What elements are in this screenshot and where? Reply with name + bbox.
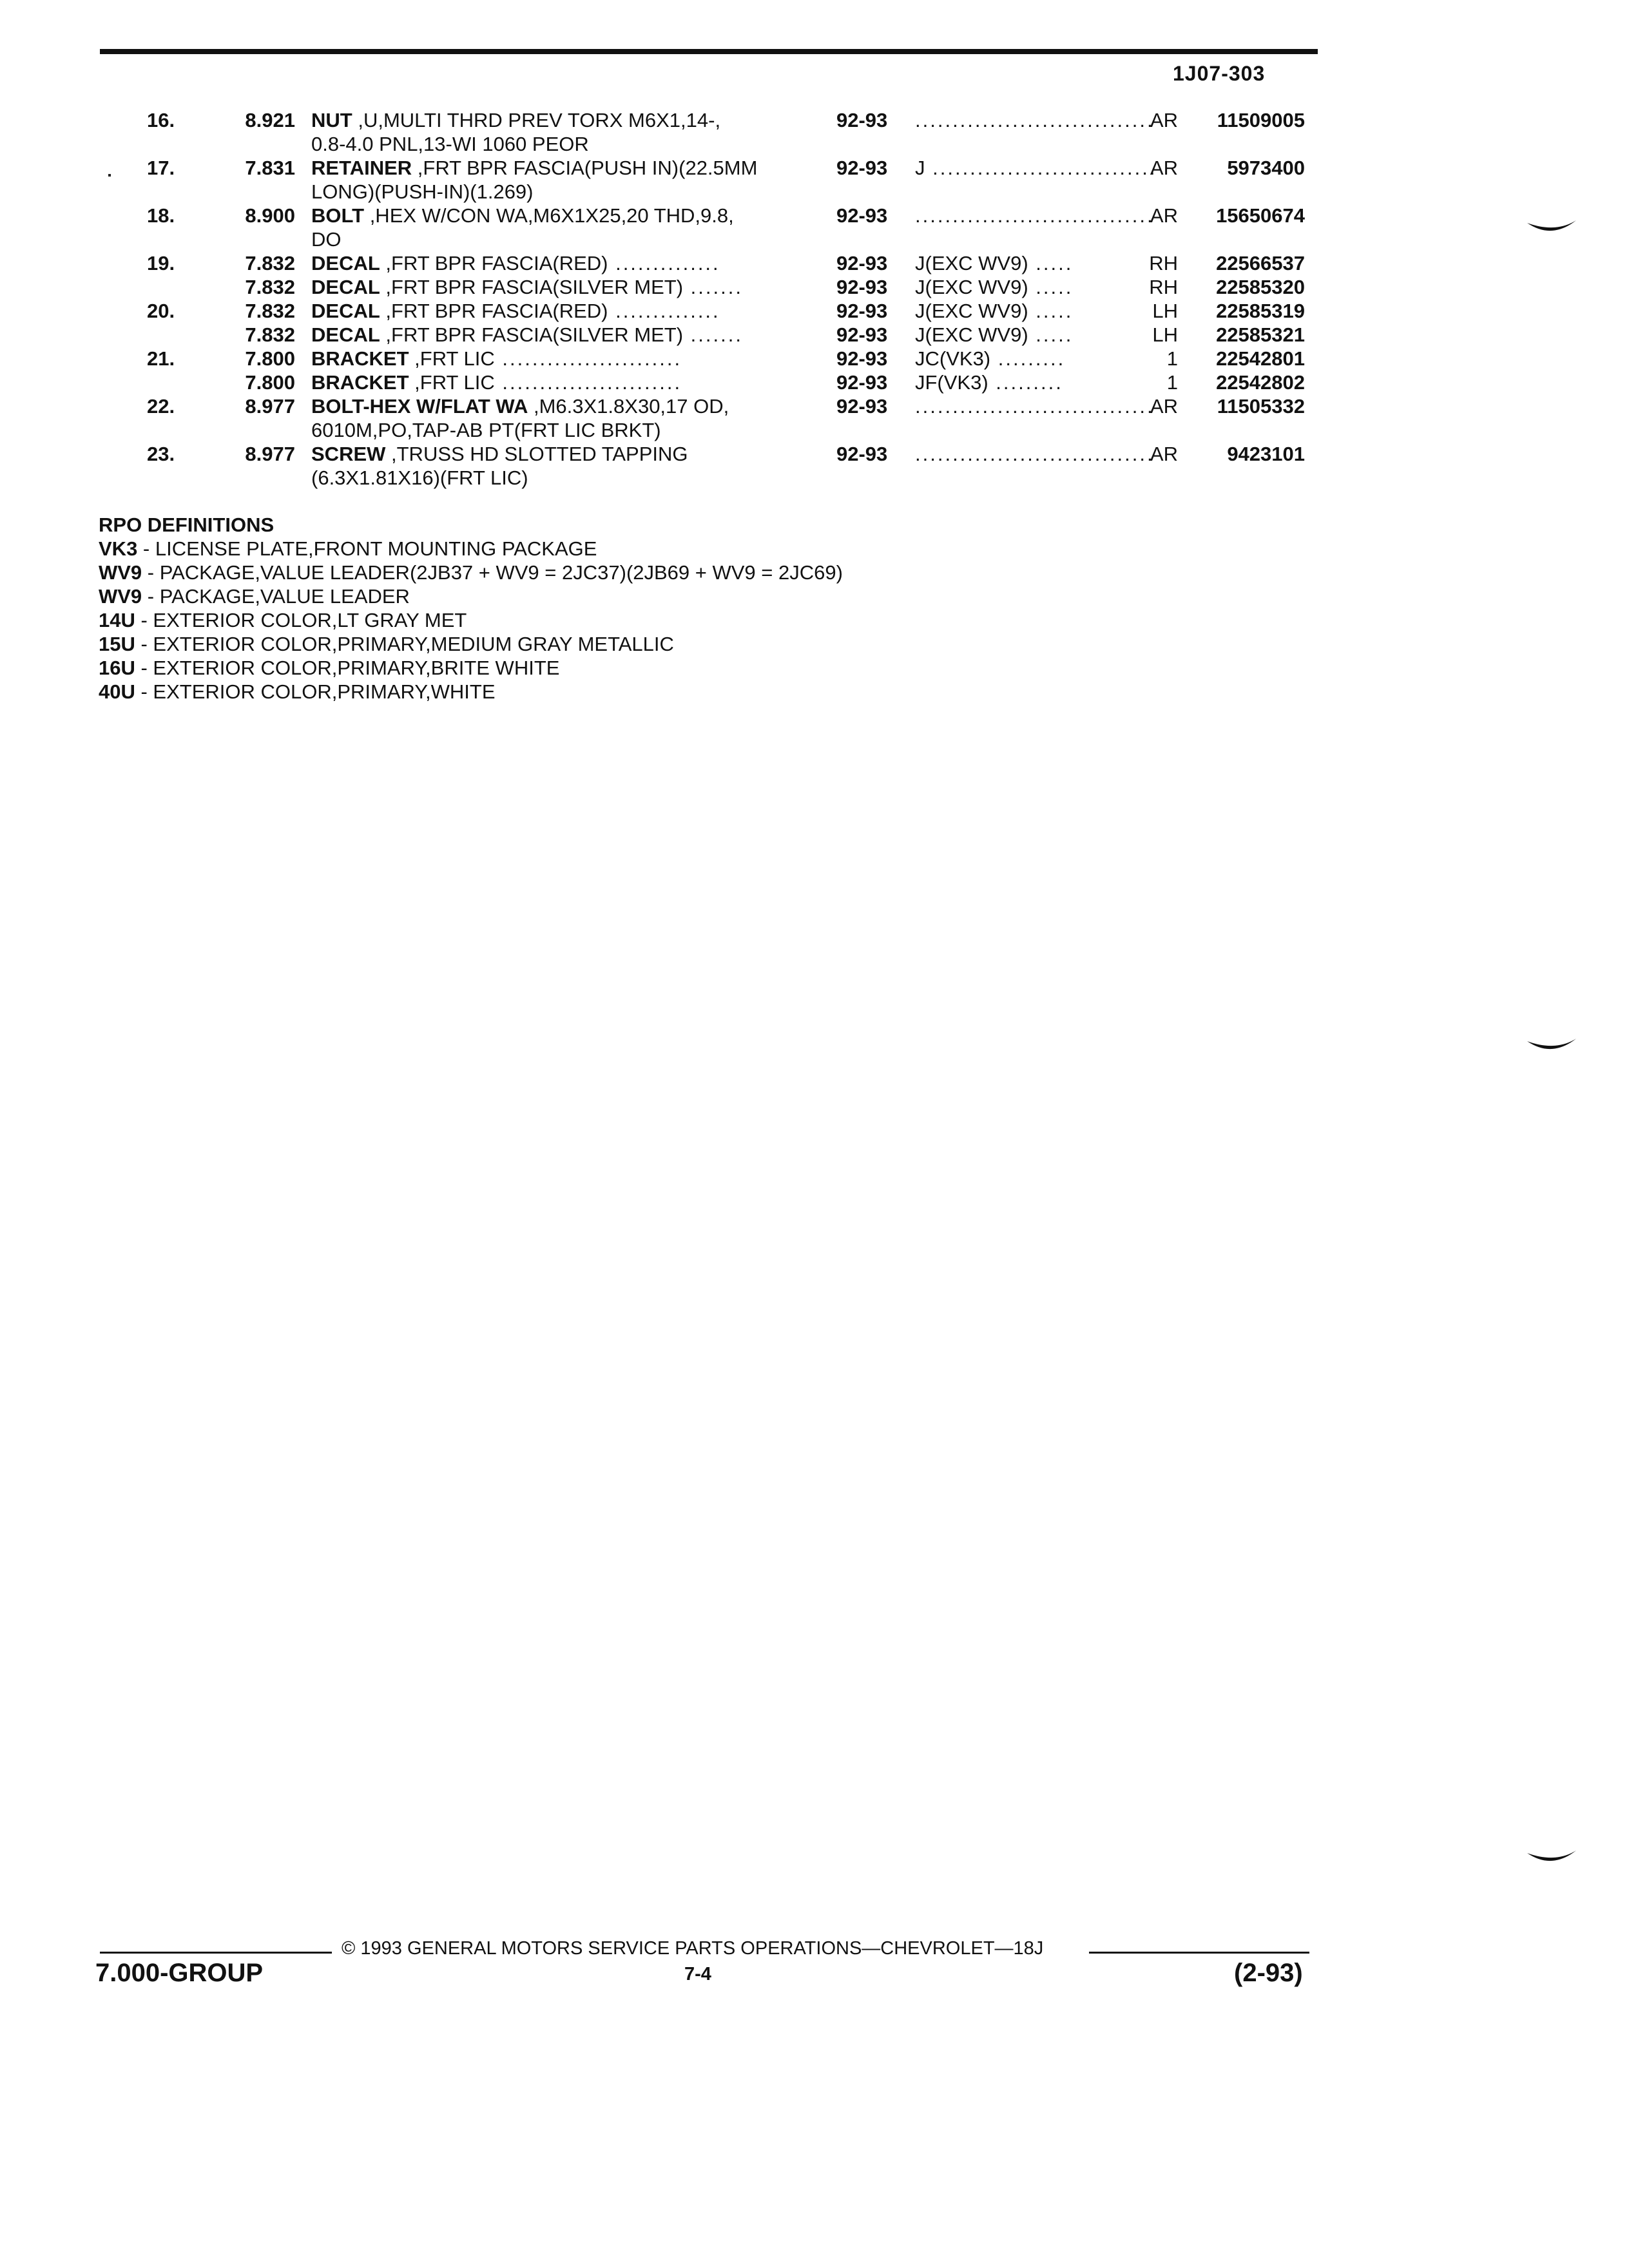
group-number: 8.977 xyxy=(245,395,295,418)
group-number: 7.800 xyxy=(245,347,295,370)
part-desc-text: ,M6.3X1.8X30,17 OD, xyxy=(528,395,729,418)
part-desc-line2: 6010M,PO,TAP-AB PT(FRT LIC BRKT) xyxy=(311,419,661,441)
group-number: 7.832 xyxy=(245,252,295,274)
part-description xyxy=(311,251,827,275)
part-row xyxy=(0,347,1629,370)
group-number: 8.977 xyxy=(245,443,295,465)
punch-hole-mark xyxy=(1526,219,1577,245)
rpo-code: 40U xyxy=(99,680,135,703)
model-years: 92-93 xyxy=(836,395,888,418)
part-number: 11509005 xyxy=(1217,109,1305,131)
model-years: 92-93 xyxy=(836,204,888,227)
rpo-text: - EXTERIOR COLOR,LT GRAY MET xyxy=(135,609,467,631)
usage-code xyxy=(915,370,1126,394)
quantity: AR xyxy=(1150,443,1178,465)
part-name: BRACKET xyxy=(311,347,409,370)
usage-code xyxy=(915,275,1126,299)
part-number: 22542801 xyxy=(1216,347,1305,370)
leader-dots: ......... xyxy=(990,347,1066,370)
part-name: NUT xyxy=(311,109,352,131)
part-number: 15650674 xyxy=(1216,204,1305,227)
quantity: 1 xyxy=(1166,347,1178,370)
part-number: 9423101 xyxy=(1227,443,1305,465)
part-desc-text: ,FRT BPR FASCIA(SILVER MET) xyxy=(380,276,684,298)
leader-dots: ....... xyxy=(683,276,743,298)
quantity: AR xyxy=(1150,395,1178,418)
usage-text: J(EXC WV9) xyxy=(915,323,1028,346)
item-number: 21. xyxy=(147,347,175,370)
rpo-item xyxy=(99,680,843,704)
page-number: 7-4 xyxy=(684,1964,711,1984)
item-number: 20. xyxy=(147,300,175,322)
leader-dots: ..... xyxy=(1028,252,1074,274)
part-desc-text: ,FRT LIC xyxy=(409,347,495,370)
rpo-item xyxy=(99,584,843,608)
rpo-text: - EXTERIOR COLOR,PRIMARY,WHITE xyxy=(135,680,496,703)
part-row xyxy=(0,156,1629,204)
top-rule xyxy=(100,49,1318,54)
rpo-text: - PACKAGE,VALUE LEADER xyxy=(142,585,410,608)
part-number: 5973400 xyxy=(1227,157,1305,179)
quantity: LH xyxy=(1152,323,1178,346)
quantity: AR xyxy=(1150,109,1178,131)
usage-text: JC(VK3) xyxy=(915,347,991,370)
usage-code xyxy=(915,204,1155,227)
group-number: 8.900 xyxy=(245,204,295,227)
rpo-code: 16U xyxy=(99,657,135,679)
leader-dots: ..... xyxy=(1028,300,1074,322)
part-description xyxy=(311,442,827,490)
part-description xyxy=(311,299,827,323)
item-number: 16. xyxy=(147,109,175,131)
part-desc-text: ,HEX W/CON WA,M6X1X25,20 THD,9.8, xyxy=(364,204,734,227)
part-desc-text: ,U,MULTI THRD PREV TORX M6X1,14-, xyxy=(352,109,721,131)
leader-dots: ................................ xyxy=(915,395,1155,418)
item-number: 23. xyxy=(147,443,175,465)
group-number: 7.832 xyxy=(245,276,295,298)
model-years: 92-93 xyxy=(836,323,888,346)
usage-code xyxy=(915,108,1155,132)
part-name: DECAL xyxy=(311,252,380,274)
part-row xyxy=(0,108,1629,156)
rpo-text: - EXTERIOR COLOR,PRIMARY,MEDIUM GRAY METALLIC xyxy=(135,633,674,655)
part-description xyxy=(311,156,827,204)
usage-code xyxy=(915,299,1126,323)
model-years: 92-93 xyxy=(836,347,888,370)
leader-dots: ................................ xyxy=(915,109,1155,131)
revision-date: (2-93) xyxy=(1234,1959,1303,1987)
part-row xyxy=(0,251,1629,275)
model-years: 92-93 xyxy=(836,252,888,274)
leader-dots: ........................ xyxy=(494,347,682,370)
part-description xyxy=(311,347,827,370)
punch-hole-mark xyxy=(1526,1037,1577,1063)
part-row xyxy=(0,394,1629,442)
part-number: 22585319 xyxy=(1216,300,1305,322)
group-label: 7.000-GROUP xyxy=(95,1959,264,1987)
part-row xyxy=(0,323,1629,347)
rpo-title: RPO DEFINITIONS xyxy=(99,514,275,536)
quantity: 1 xyxy=(1166,371,1178,394)
part-number: 11505332 xyxy=(1217,395,1305,418)
part-description xyxy=(311,204,827,251)
footer-rule-left xyxy=(100,1952,332,1954)
model-years: 92-93 xyxy=(836,300,888,322)
part-desc-line2: 0.8-4.0 PNL,13-WI 1060 PEOR xyxy=(311,133,589,155)
usage-text: J(EXC WV9) xyxy=(915,300,1028,322)
part-number: 22566537 xyxy=(1216,252,1305,274)
leader-dots: ......... xyxy=(988,371,1063,394)
leader-dots: .............. xyxy=(608,300,720,322)
copyright-notice: © 1993 GENERAL MOTORS SERVICE PARTS OPERATIONS—CHEVROLET—18J xyxy=(342,1938,1044,1959)
rpo-code: WV9 xyxy=(99,585,142,608)
leader-dots: ..... xyxy=(1028,276,1074,298)
usage-code xyxy=(915,251,1126,275)
part-desc-line2: LONG)(PUSH-IN)(1.269) xyxy=(311,180,534,203)
part-row xyxy=(0,299,1629,323)
rpo-item xyxy=(99,537,843,561)
part-desc-text: ,TRUSS HD SLOTTED TAPPING xyxy=(385,443,688,465)
usage-code xyxy=(915,156,1157,180)
rpo-item xyxy=(99,608,843,632)
part-name: SCREW xyxy=(311,443,386,465)
rpo-text: - EXTERIOR COLOR,PRIMARY,BRITE WHITE xyxy=(135,657,560,679)
part-name: BOLT xyxy=(311,204,365,227)
model-years: 92-93 xyxy=(836,371,888,394)
group-number: 7.800 xyxy=(245,371,295,394)
part-name: DECAL xyxy=(311,323,380,346)
model-years: 92-93 xyxy=(836,157,888,179)
catalog-code: 1J07-303 xyxy=(1173,62,1266,85)
usage-text: JF(VK3) xyxy=(915,371,988,394)
part-name: BRACKET xyxy=(311,371,409,394)
leader-dots: .............................. xyxy=(925,157,1157,179)
leader-dots: ....... xyxy=(683,323,743,346)
part-desc-text: ,FRT BPR FASCIA(PUSH IN)(22.5MM xyxy=(412,157,758,179)
rpo-code: VK3 xyxy=(99,537,138,560)
rpo-text: - LICENSE PLATE,FRONT MOUNTING PACKAGE xyxy=(137,537,597,560)
part-number: 22542802 xyxy=(1216,371,1305,394)
leader-dots: ................................ xyxy=(915,443,1155,465)
item-number: 19. xyxy=(147,252,175,274)
part-description xyxy=(311,275,827,299)
usage-code xyxy=(915,323,1126,347)
part-number: 22585321 xyxy=(1216,323,1305,346)
parts-list xyxy=(0,108,1629,490)
part-name: DECAL xyxy=(311,300,380,322)
part-description xyxy=(311,394,827,442)
quantity: RH xyxy=(1149,252,1178,274)
group-number: 7.831 xyxy=(245,157,295,179)
item-number: 17. xyxy=(147,157,175,179)
rpo-item xyxy=(99,561,843,584)
model-years: 92-93 xyxy=(836,276,888,298)
quantity: AR xyxy=(1150,204,1178,227)
rpo-item xyxy=(99,656,843,680)
part-row xyxy=(0,442,1629,490)
part-desc-line2: DO xyxy=(311,228,342,251)
punch-hole-mark xyxy=(1526,1849,1577,1875)
part-name: BOLT-HEX W/FLAT WA xyxy=(311,395,528,418)
quantity: AR xyxy=(1150,157,1178,179)
rpo-code: 14U xyxy=(99,609,135,631)
usage-code xyxy=(915,347,1126,370)
rpo-item xyxy=(99,632,843,656)
usage-code xyxy=(915,394,1155,418)
model-years: 92-93 xyxy=(836,443,888,465)
usage-text: J(EXC WV9) xyxy=(915,252,1028,274)
rpo-code: 15U xyxy=(99,633,135,655)
part-row xyxy=(0,370,1629,394)
quantity: RH xyxy=(1149,276,1178,298)
group-number: 7.832 xyxy=(245,300,295,322)
rpo-text: - PACKAGE,VALUE LEADER(2JB37 + WV9 = 2JC37)(2JB69 + WV9 = 2JC69) xyxy=(142,561,843,584)
part-desc-line2: (6.3X1.81X16)(FRT LIC) xyxy=(311,466,528,489)
group-number: 7.832 xyxy=(245,323,295,346)
usage-text: J xyxy=(915,157,925,179)
part-desc-text: ,FRT BPR FASCIA(RED) xyxy=(380,300,608,322)
part-row xyxy=(0,204,1629,251)
item-number: 22. xyxy=(147,395,175,418)
part-row xyxy=(0,275,1629,299)
part-desc-text: ,FRT BPR FASCIA(SILVER MET) xyxy=(380,323,684,346)
group-number: 8.921 xyxy=(245,109,295,131)
part-description xyxy=(311,370,827,394)
part-description xyxy=(311,323,827,347)
part-number: 22585320 xyxy=(1216,276,1305,298)
leader-dots: .............. xyxy=(608,252,720,274)
item-number: 18. xyxy=(147,204,175,227)
part-description xyxy=(311,108,827,156)
part-desc-text: ,FRT BPR FASCIA(RED) xyxy=(380,252,608,274)
scan-mark xyxy=(108,174,111,177)
part-name: DECAL xyxy=(311,276,380,298)
part-name: RETAINER xyxy=(311,157,412,179)
leader-dots: ..... xyxy=(1028,323,1074,346)
usage-code xyxy=(915,442,1155,466)
usage-text: J(EXC WV9) xyxy=(915,276,1028,298)
leader-dots: ................................ xyxy=(915,204,1155,227)
rpo-definitions xyxy=(99,513,843,704)
model-years: 92-93 xyxy=(836,109,888,131)
footer-rule-right xyxy=(1089,1952,1309,1954)
rpo-code: WV9 xyxy=(99,561,142,584)
part-desc-text: ,FRT LIC xyxy=(409,371,495,394)
leader-dots: ........................ xyxy=(494,371,682,394)
quantity: LH xyxy=(1152,300,1178,322)
